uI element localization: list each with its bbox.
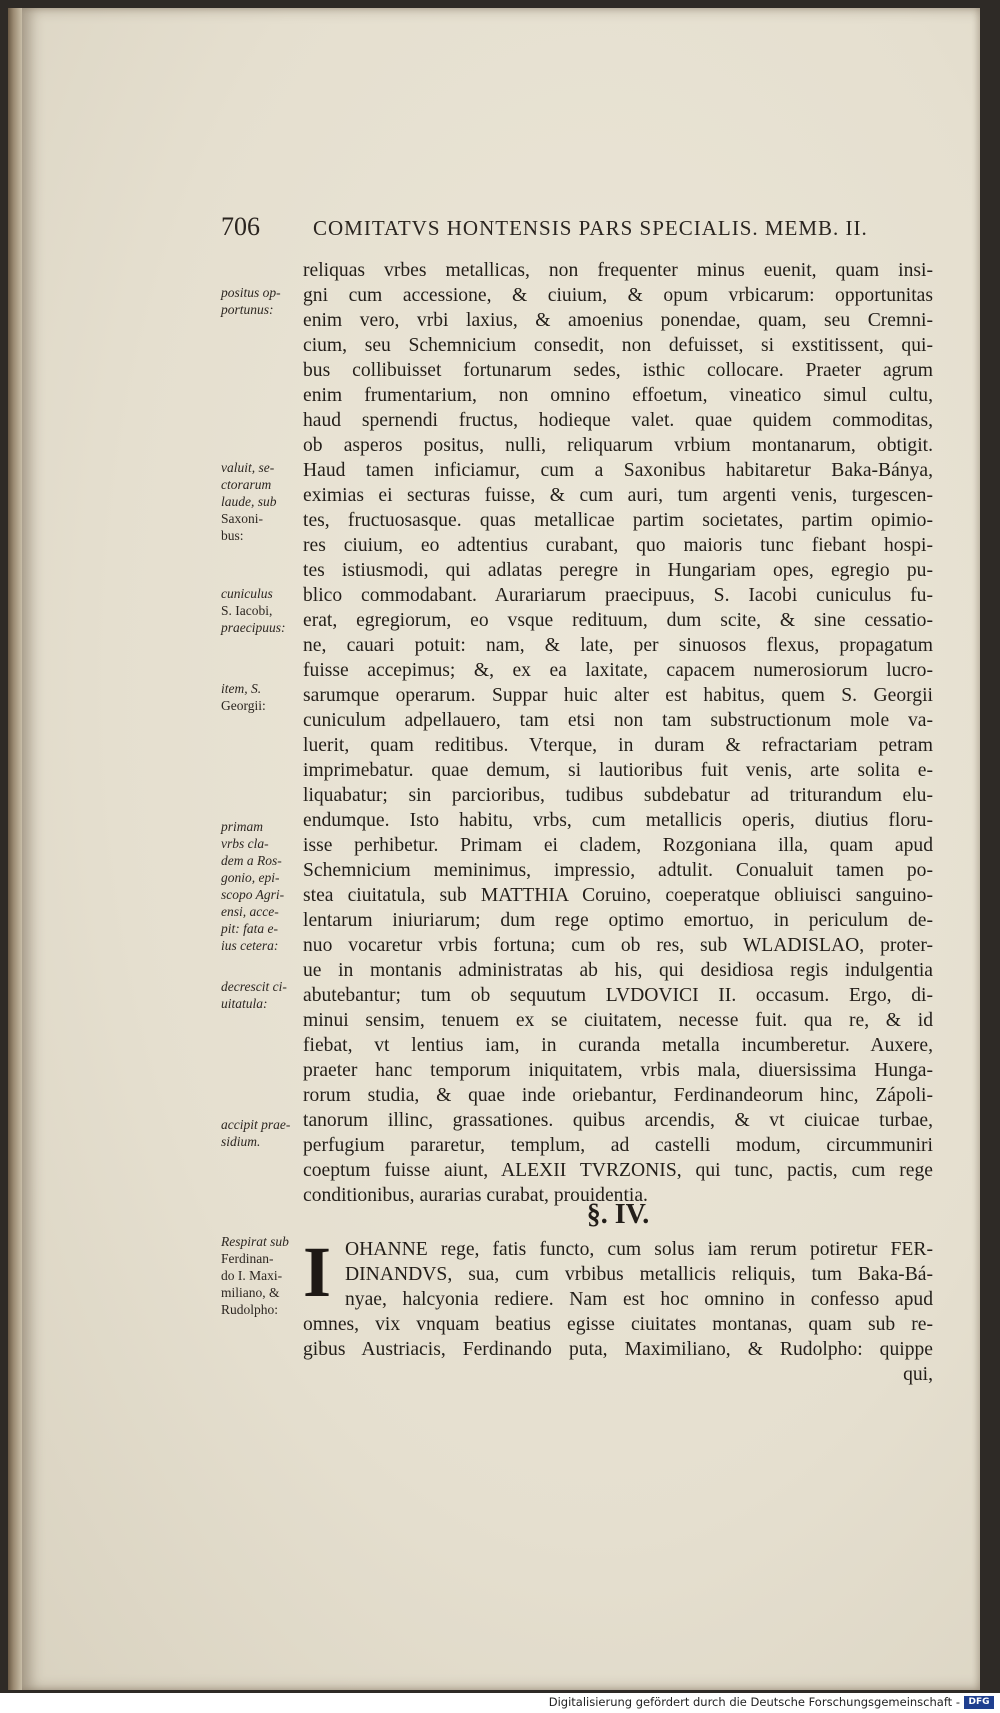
page-edge [8,8,22,1690]
text-line: reliquas vrbes metallicas, non frequenter minus euenit, quam insi- [303,260,933,281]
text-line: OHANNE rege, fatis functo, cum solus iam rerum potiretur FER- [345,1239,933,1260]
page-header [221,212,921,248]
section-heading: §. IV. [586,1199,650,1230]
text-line: tanorum illinc, grassationes. quibus arcendis, & vt ciuicae turbae, [303,1110,933,1131]
text-line: haud spernendi fructus, hodieque valet. quae quidem commoditas, [303,410,933,431]
catchword: qui, [903,1364,933,1385]
text-line: abutebantur; tum ob sequutum LVDOVICI II. occasum. Ergo, di- [303,985,933,1006]
text-line: tes istiusmodi, qui adlatas peregre in Hungariam opes, egregio pu- [303,560,933,581]
text-line: minui sensim, tenuem ex se ciuitatem, necesse fuit. qua re, & id [303,1010,933,1031]
text-line: rorum studia, & quae inde oriebantur, Ferdinandeorum hinc, Zápoli- [303,1085,933,1106]
footer-bar [0,1693,1000,1713]
text-line: lentarum iniuriarum; dum rege optimo emortuo, in periculum de- [303,910,933,931]
text-line: sarumque operarum. Suppar huic alter est habitus, quem S. Georgii [303,685,933,706]
margin-note: positus op- portunus: [221,285,281,317]
text-line: enim frumentarium, non omnino effoetum, vineatico simul cultu, [303,385,933,406]
text-line: gibus Austriacis, Ferdinando puta, Maximiliano, & Rudolpho: quippe [303,1339,933,1360]
text-line: ne, cauari potuit: nam, & late, per sinuosos flexus, propagatum [303,635,933,656]
footer-credit: Digitalisierung gefördert durch die Deutsche Forschungsgemeinschaft - [548,1695,960,1709]
margin-note: accipit prae- sidium. [221,1117,291,1149]
text-line: ue in montanis administratas ab his, qui desidiosa regis indulgentia [303,960,933,981]
text-line: cuniculum adpellauero, tam etsi non tam substructionum mole va- [303,710,933,731]
text-line: imprimebatur. quae demum, si lautioribus fuit venis, arte solita e- [303,760,933,781]
body-text [303,258,933,1208]
margin-note: item, S. Georgii: [221,681,266,713]
text-line: nyae, halcyonia rediere. Nam est hoc omnino in confesso apud [345,1289,933,1310]
text-line: tes, fructuosasque. quas metallicae partim societates, partim opimio- [303,510,933,531]
text-line: praeter hanc temporum iniquitatem, vrbis mala, diuersissima Hunga- [303,1060,933,1081]
dfg-logo-icon: DFG [964,1696,994,1709]
margin-note: cuniculus S. Iacobi, praecipuus: [221,586,286,635]
text-line: fiebat, vt lentius iam, in curanda metalla incumberetur. Auxere, [303,1035,933,1056]
text-line: conditionibus, aurarias curabat, prouidentia. [303,1185,648,1206]
text-line: ob asperos positus, nulli, reliquarum vrbium montanarum, obtigit. [303,435,933,456]
text-line: bus collibuisset fortunarum sedes, isthic collocare. Praeter agrum [303,360,933,381]
drop-cap: I [303,1232,332,1312]
text-line: cium, seu Schemnicium consedit, non defuisset, si exstitissent, qui- [303,335,933,356]
text-line: stea ciuitatula, sub MATTHIA Coruino, coeperatque obliuisci sanguino- [303,885,933,906]
text-line: isse perhibetur. Primam ei cladem, Rozgoniana illa, quam apud [303,835,933,856]
text-line: liquabatur; sin parcioribus, tudibus subdebatur ad triturandum elu- [303,785,933,806]
margin-note: primam vrbs cla- dem a Ros- gonio, epi- scopo Agri- ensi, acce- pit: fata e- ius cetera: [221,819,285,953]
margin-note: valuit, se- ctorarum laude, sub Saxoni- bus: [221,460,277,543]
text-line: res ciuium, eo adtentius curabant, quo maioris tunc fiebant hospi- [303,535,933,556]
text-line: Schemnicium meminimus, impressio, adtulit. Conualuit tamen po- [303,860,933,881]
text-line: gni cum accessione, & ciuium, & opum vrbicarum: opportunitas [303,285,933,306]
text-line: enim vero, vrbi laxius, & amoenius ponendae, quam, seu Cremni- [303,310,933,331]
text-line: blico commodabant. Aurariarum praecipuus, S. Iacobi cuniculus fu- [303,585,933,606]
folio-number: 706 [221,212,260,241]
text-line: Haud tamen inficiamur, cum a Saxonibus habitaretur Baka-Bánya, [303,460,933,481]
text-line: omnes, vix vnquam beatius egisse ciuitates montanas, quam sub re- [303,1314,933,1335]
text-line: erat, egregiorum, eo vsque redituum, dum scite, & sine cessatio- [303,610,933,631]
margin-note: decrescit ci- uitatula: [221,979,287,1011]
text-line: perfugium pararetur, templum, ad castelli modum, circummuniri [303,1135,933,1156]
running-title: COMITATVS HONTENSIS PARS SPECIALIS. MEMB. II. [313,216,868,240]
text-line: DINANDVS, sua, cum vrbibus metallicis reliquis, tum Baka-Bá- [345,1264,933,1285]
section-text [303,1232,933,1387]
text-line: fuisse accepimus; &, ex ea laxitate, capacem numerosiorum lucro- [303,660,933,681]
text-line: endumque. Isto habitu, vrbs, cum metallicis operis, diutius floru- [303,810,933,831]
margin-note: Respirat sub Ferdinan- do I. Maxi- miliano, & Rudolpho: [221,1234,289,1317]
text-line: coeptum fuisse aiunt, ALEXII TVRZONIS, qui tunc, pactis, cum rege [303,1160,933,1181]
text-line: nuo vocaretur vrbis fortuna; cum ob res, sub WLADISLAO, proter- [303,935,933,956]
text-line: eximias ei secturas fuisse, & cum auri, tum argenti venis, turgescen- [303,485,933,506]
text-line: luerit, quam reditibus. Vterque, in duram & refractariam petram [303,735,933,756]
